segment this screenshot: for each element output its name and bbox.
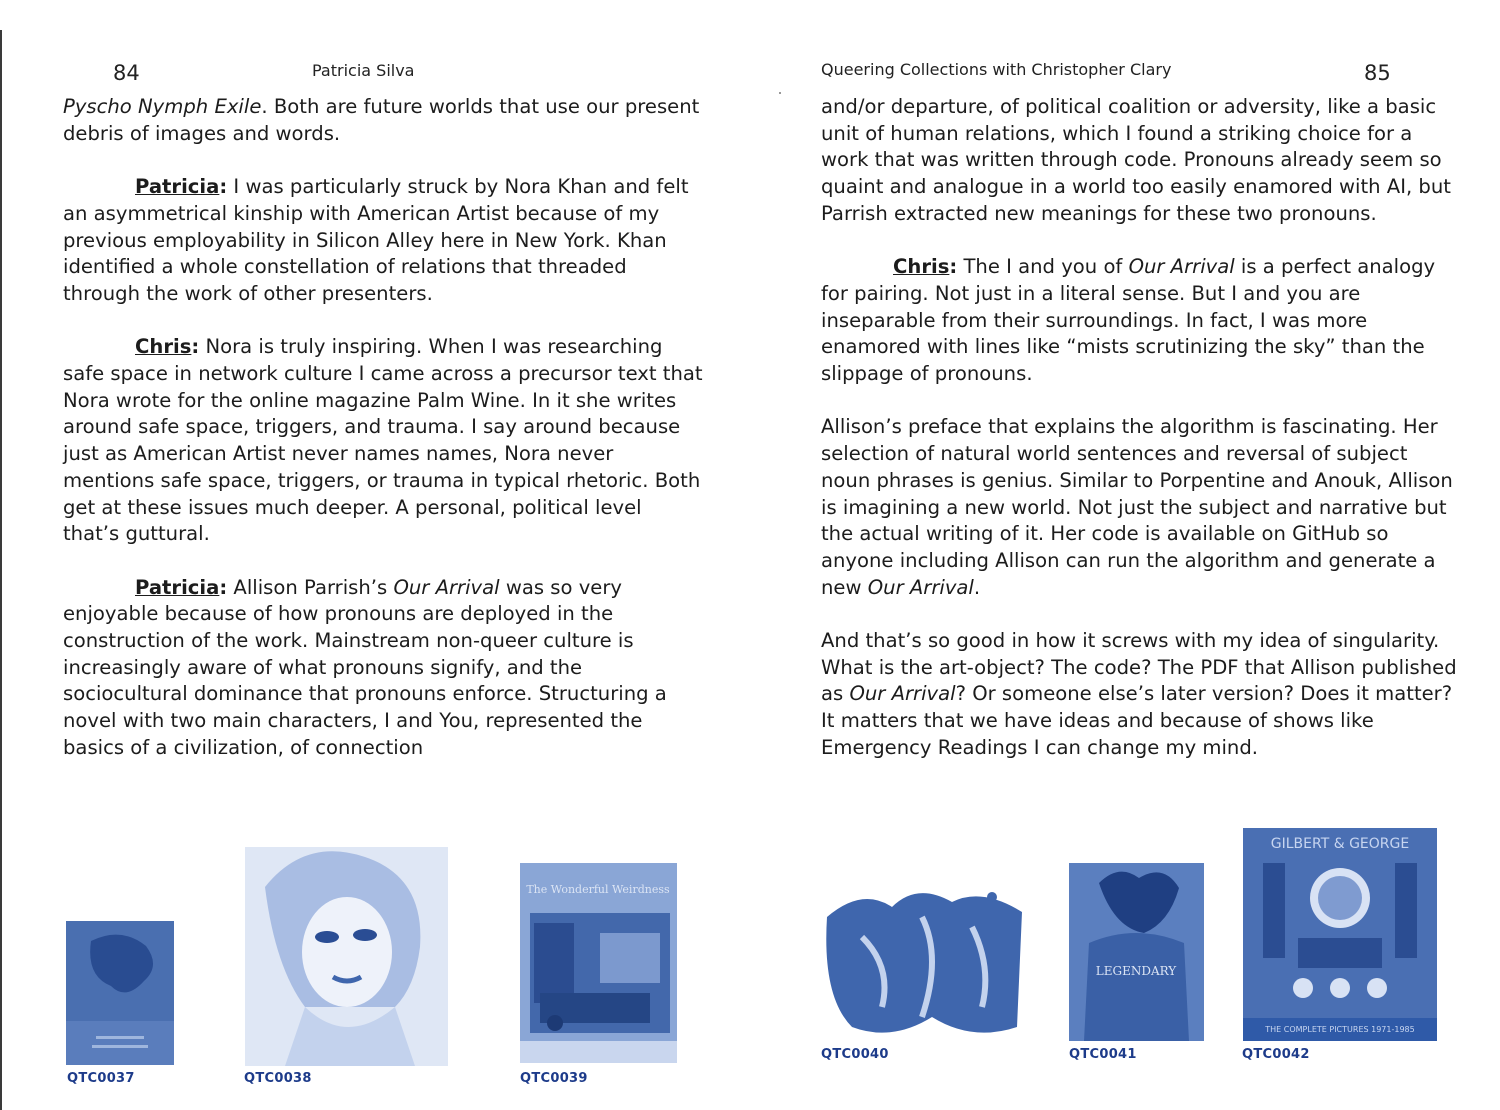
- image-code: QTC0042: [1242, 1047, 1310, 1062]
- collection-image-qtc0040: [822, 877, 1027, 1042]
- speaker-name: Chris: [893, 255, 950, 279]
- work-title: Our Arrival: [393, 575, 500, 599]
- image-code: QTC0041: [1069, 1047, 1137, 1062]
- right-page: [760, 0, 1500, 1110]
- collection-image-qtc0039: [520, 863, 677, 1063]
- collection-image-qtc0041: [1069, 863, 1204, 1041]
- left-body-text: [63, 94, 703, 788]
- speaker-name: Chris: [135, 335, 192, 359]
- image-code: QTC0038: [244, 1071, 312, 1086]
- interview-paragraph: Patricia: Allison Parrish’s Our Arrival was so very enjoyable because of how pronouns are deployed in the construction of the work. Mainstream non-queer culture is increasingly aware of what pronouns signify, and the sociocultural dominance that pronouns enforce. Structuring a novel with two main characters, I and You, represented the basics of a civilization, of connection: [63, 575, 667, 759]
- cover-subtitle: THE COMPLETE PICTURES 1971-1985: [1265, 1025, 1415, 1034]
- right-body-text: [821, 94, 1461, 788]
- interview-paragraph: Chris: The I and you of Our Arrival is a perfect analogy for pairing. Not just in a literal sense. But I and you are inseparable from their surroundings. In fact, I was more enamored with lines like “mists scrutinizing the sky” than the slippage of pronouns.: [821, 255, 1436, 386]
- interview-paragraph: Chris: Nora is truly inspiring. When I was researching safe space in network culture I came across a precursor text that Nora wrote for the online magazine Palm Wine. In it she writes around safe space, triggers, and trauma. I say around because just as American Artist never names names, Nora never mentions safe space, triggers, or trauma in typical rhetoric. Both get at these issues much deeper. A personal, political level that’s guttural.: [63, 335, 703, 546]
- running-head: Patricia Silva: [312, 61, 415, 80]
- interview-paragraph: Patricia: I was particularly struck by Nora Khan and felt an asymmetrical kinship with American Artist because of my previous employability in Silicon Alley here in New York. Khan identified a whole constellation of relations that threaded through the work of other presenters.: [63, 175, 689, 305]
- image-code: QTC0040: [821, 1047, 889, 1062]
- collection-image-qtc0037: [66, 921, 174, 1065]
- page-number: 85: [1364, 61, 1391, 85]
- print-speck: [779, 92, 781, 94]
- cover-title: The Wonderful Weirdness: [526, 883, 670, 896]
- body-paragraph: And that’s so good in how it screws with my idea of singularity. What is the art-object? The code? The PDF that Allison published as Our Arrival? Or someone else’s later version? Does it matter? It matters that we have ideas and because of shows like Emergency Readings I can change my mind.: [821, 629, 1457, 759]
- page-number: 84: [113, 61, 140, 85]
- speaker-name: Patricia: [135, 575, 220, 599]
- work-title: Pyscho Nymph Exile: [63, 95, 262, 118]
- cover-title: LEGENDARY: [1095, 964, 1177, 978]
- collection-image-qtc0042: [1243, 828, 1437, 1041]
- running-head: Queering Collections with Christopher Clary: [821, 60, 1172, 79]
- image-code: QTC0039: [520, 1071, 588, 1086]
- work-title: Our Arrival: [867, 575, 974, 599]
- work-title: Our Arrival: [849, 682, 956, 706]
- speaker-name: Patricia: [135, 175, 220, 199]
- body-paragraph: Allison’s preface that explains the algorithm is fascinating. Her selection of natural world sentences and reversal of subject noun phrases is genius. Similar to Porpentine and Anouk, Allison is imagining a new world. Not just the subject and narrative but the actual writing of it. Her code is available on GitHub so anyone including Allison can run the algorithm and generate a new Our Arrival.: [821, 415, 1453, 599]
- opening-paragraph: Pyscho Nymph Exile. Both are future worlds that use our present debris of images and words.: [63, 95, 700, 145]
- work-title: Our Arrival: [1128, 255, 1235, 279]
- continued-paragraph: and/or departure, of political coalition or adversity, like a basic unit of human relations, which I found a striking choice for a work that was written through code. Pronouns already seem so quaint and analogue in a world too easily enamored with AI, but Parrish extracted new meanings for these two pronouns.: [821, 95, 1451, 225]
- cover-title: GILBERT & GEORGE: [1270, 836, 1410, 852]
- image-code: QTC0037: [67, 1071, 135, 1086]
- collection-image-qtc0038: [245, 847, 448, 1066]
